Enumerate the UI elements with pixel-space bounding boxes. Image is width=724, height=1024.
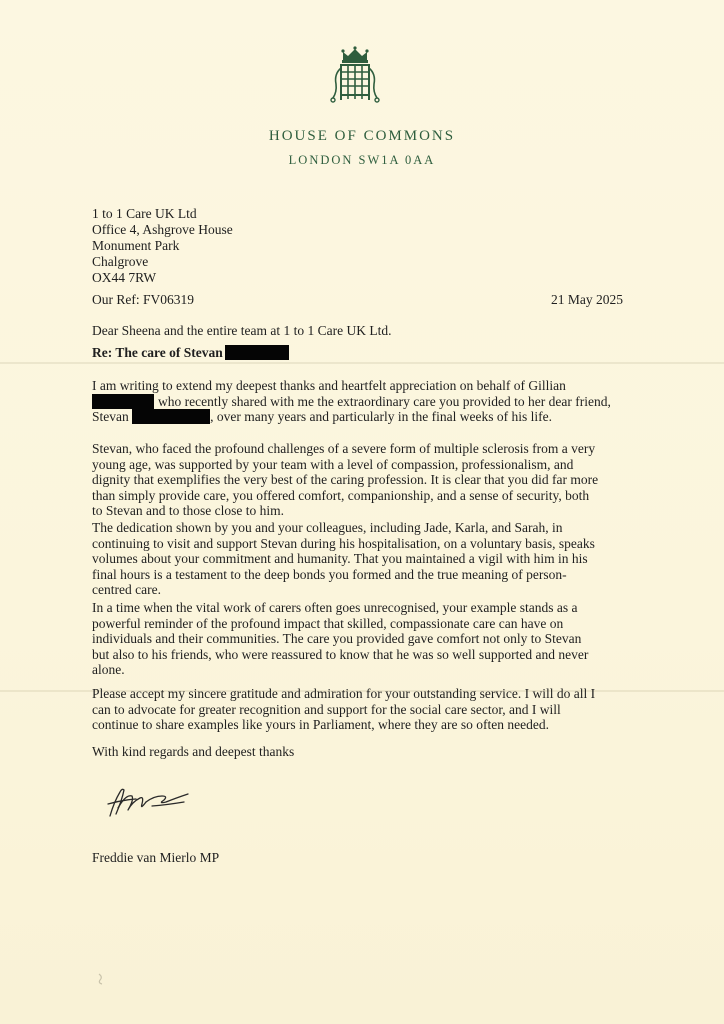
paragraph-1 — [92, 378, 640, 425]
reference-number: Our Ref: FV06319 — [92, 292, 194, 307]
address-line: Monument Park — [92, 238, 180, 253]
paragraph-4 — [92, 600, 640, 678]
redaction-bar — [92, 394, 154, 409]
subject-line — [92, 345, 289, 361]
paragraph-line: continue to share examples like yours in Parliament, where they are so often needed. — [92, 717, 549, 733]
paragraph-line: but also to his friends, who were reassured to know that he was so well supported and never — [92, 646, 589, 662]
paragraph-line: powerful reminder of the profound impact that skilled, compassionate care can have on — [92, 615, 564, 631]
paragraph-line: continuing to visit and support Stevan during his hospitalisation, on a voluntary basis, speaks — [92, 535, 595, 551]
paragraph-line: final hours is a testament to the deep bonds you formed and the true meaning of person- — [92, 566, 567, 582]
letterhead-house-name: HOUSE OF COMMONS — [268, 128, 456, 144]
paragraph-5 — [92, 686, 640, 733]
paragraph-line: In a time when the vital work of carers often goes unrecognised, your example stands as a — [92, 600, 578, 615]
address-line: Office 4, Ashgrove House — [92, 222, 233, 237]
salutation: Dear Sheena and the entire team at 1 to 1 Care UK Ltd. — [92, 323, 392, 338]
letterhead-address: LONDON SW1A 0AA — [288, 153, 436, 167]
paragraph-line: The dedication shown by you and your colleagues, including Jade, Karla, and Sarah, in — [92, 520, 563, 535]
paragraph-line: volumes about your commitment and humanity. That you maintained a vigil with him in his — [92, 551, 588, 567]
recipient-address — [92, 206, 233, 286]
paragraph-text: who recently shared with me the extraordinary care you provided to her dear friend, — [158, 393, 611, 409]
paragraph-line: centred care. — [92, 582, 161, 598]
subject-text: Re: The care of Stevan — [92, 345, 223, 360]
paragraph-line: than simply provide care, you offered comfort, companionship, and a sense of security, both — [92, 487, 590, 503]
paragraph-line: Please accept my sincere gratitude and admiration for your outstanding service. I will do all I — [92, 686, 596, 701]
paragraph-line: I am writing to extend my deepest thanks and heartfelt appreciation on behalf of Gillian — [92, 378, 566, 393]
paragraph-text: Stevan — [92, 409, 129, 425]
signer-name: Freddie van Mierlo MP — [92, 850, 220, 865]
paragraph-line: individuals and their communities. The care you provided gave comfort not only to Stevan — [92, 631, 582, 647]
address-line: Chalgrove — [92, 254, 149, 269]
address-line: OX44 7RW — [92, 270, 157, 285]
paragraph-3 — [92, 520, 640, 598]
redaction-bar — [132, 409, 210, 424]
paragraph-line: young age, was supported by your team with a level of compassion, professionalism, and — [92, 456, 574, 472]
portcullis-crest-icon — [329, 46, 381, 110]
paragraph-line: dignity that exemplifies the very best of the caring profession. It is clear that you did far more — [92, 472, 599, 488]
closing-line: With kind regards and deepest thanks — [92, 744, 295, 759]
paragraph-line — [92, 409, 640, 425]
handwritten-signature-icon — [102, 778, 202, 826]
paragraph-line: can to advocate for greater recognition and support for the social care sector, and I will — [92, 701, 561, 717]
address-line: 1 to 1 Care UK Ltd — [92, 206, 197, 221]
paper-mark — [96, 972, 106, 986]
paragraph-line: Stevan, who faced the profound challenges of a severe form of multiple sclerosis from a very — [92, 441, 596, 456]
paragraph-line: alone. — [92, 662, 125, 678]
paper-fold — [0, 362, 724, 364]
paragraph-2 — [92, 441, 640, 519]
redaction-bar — [225, 345, 289, 360]
paragraph-line: to Stevan and to those close to him. — [92, 503, 284, 519]
letter-date: 21 May 2025 — [551, 292, 623, 307]
paragraph-text: , over many years and particularly in the final weeks of his life. — [210, 409, 553, 425]
paragraph-line — [92, 394, 640, 410]
